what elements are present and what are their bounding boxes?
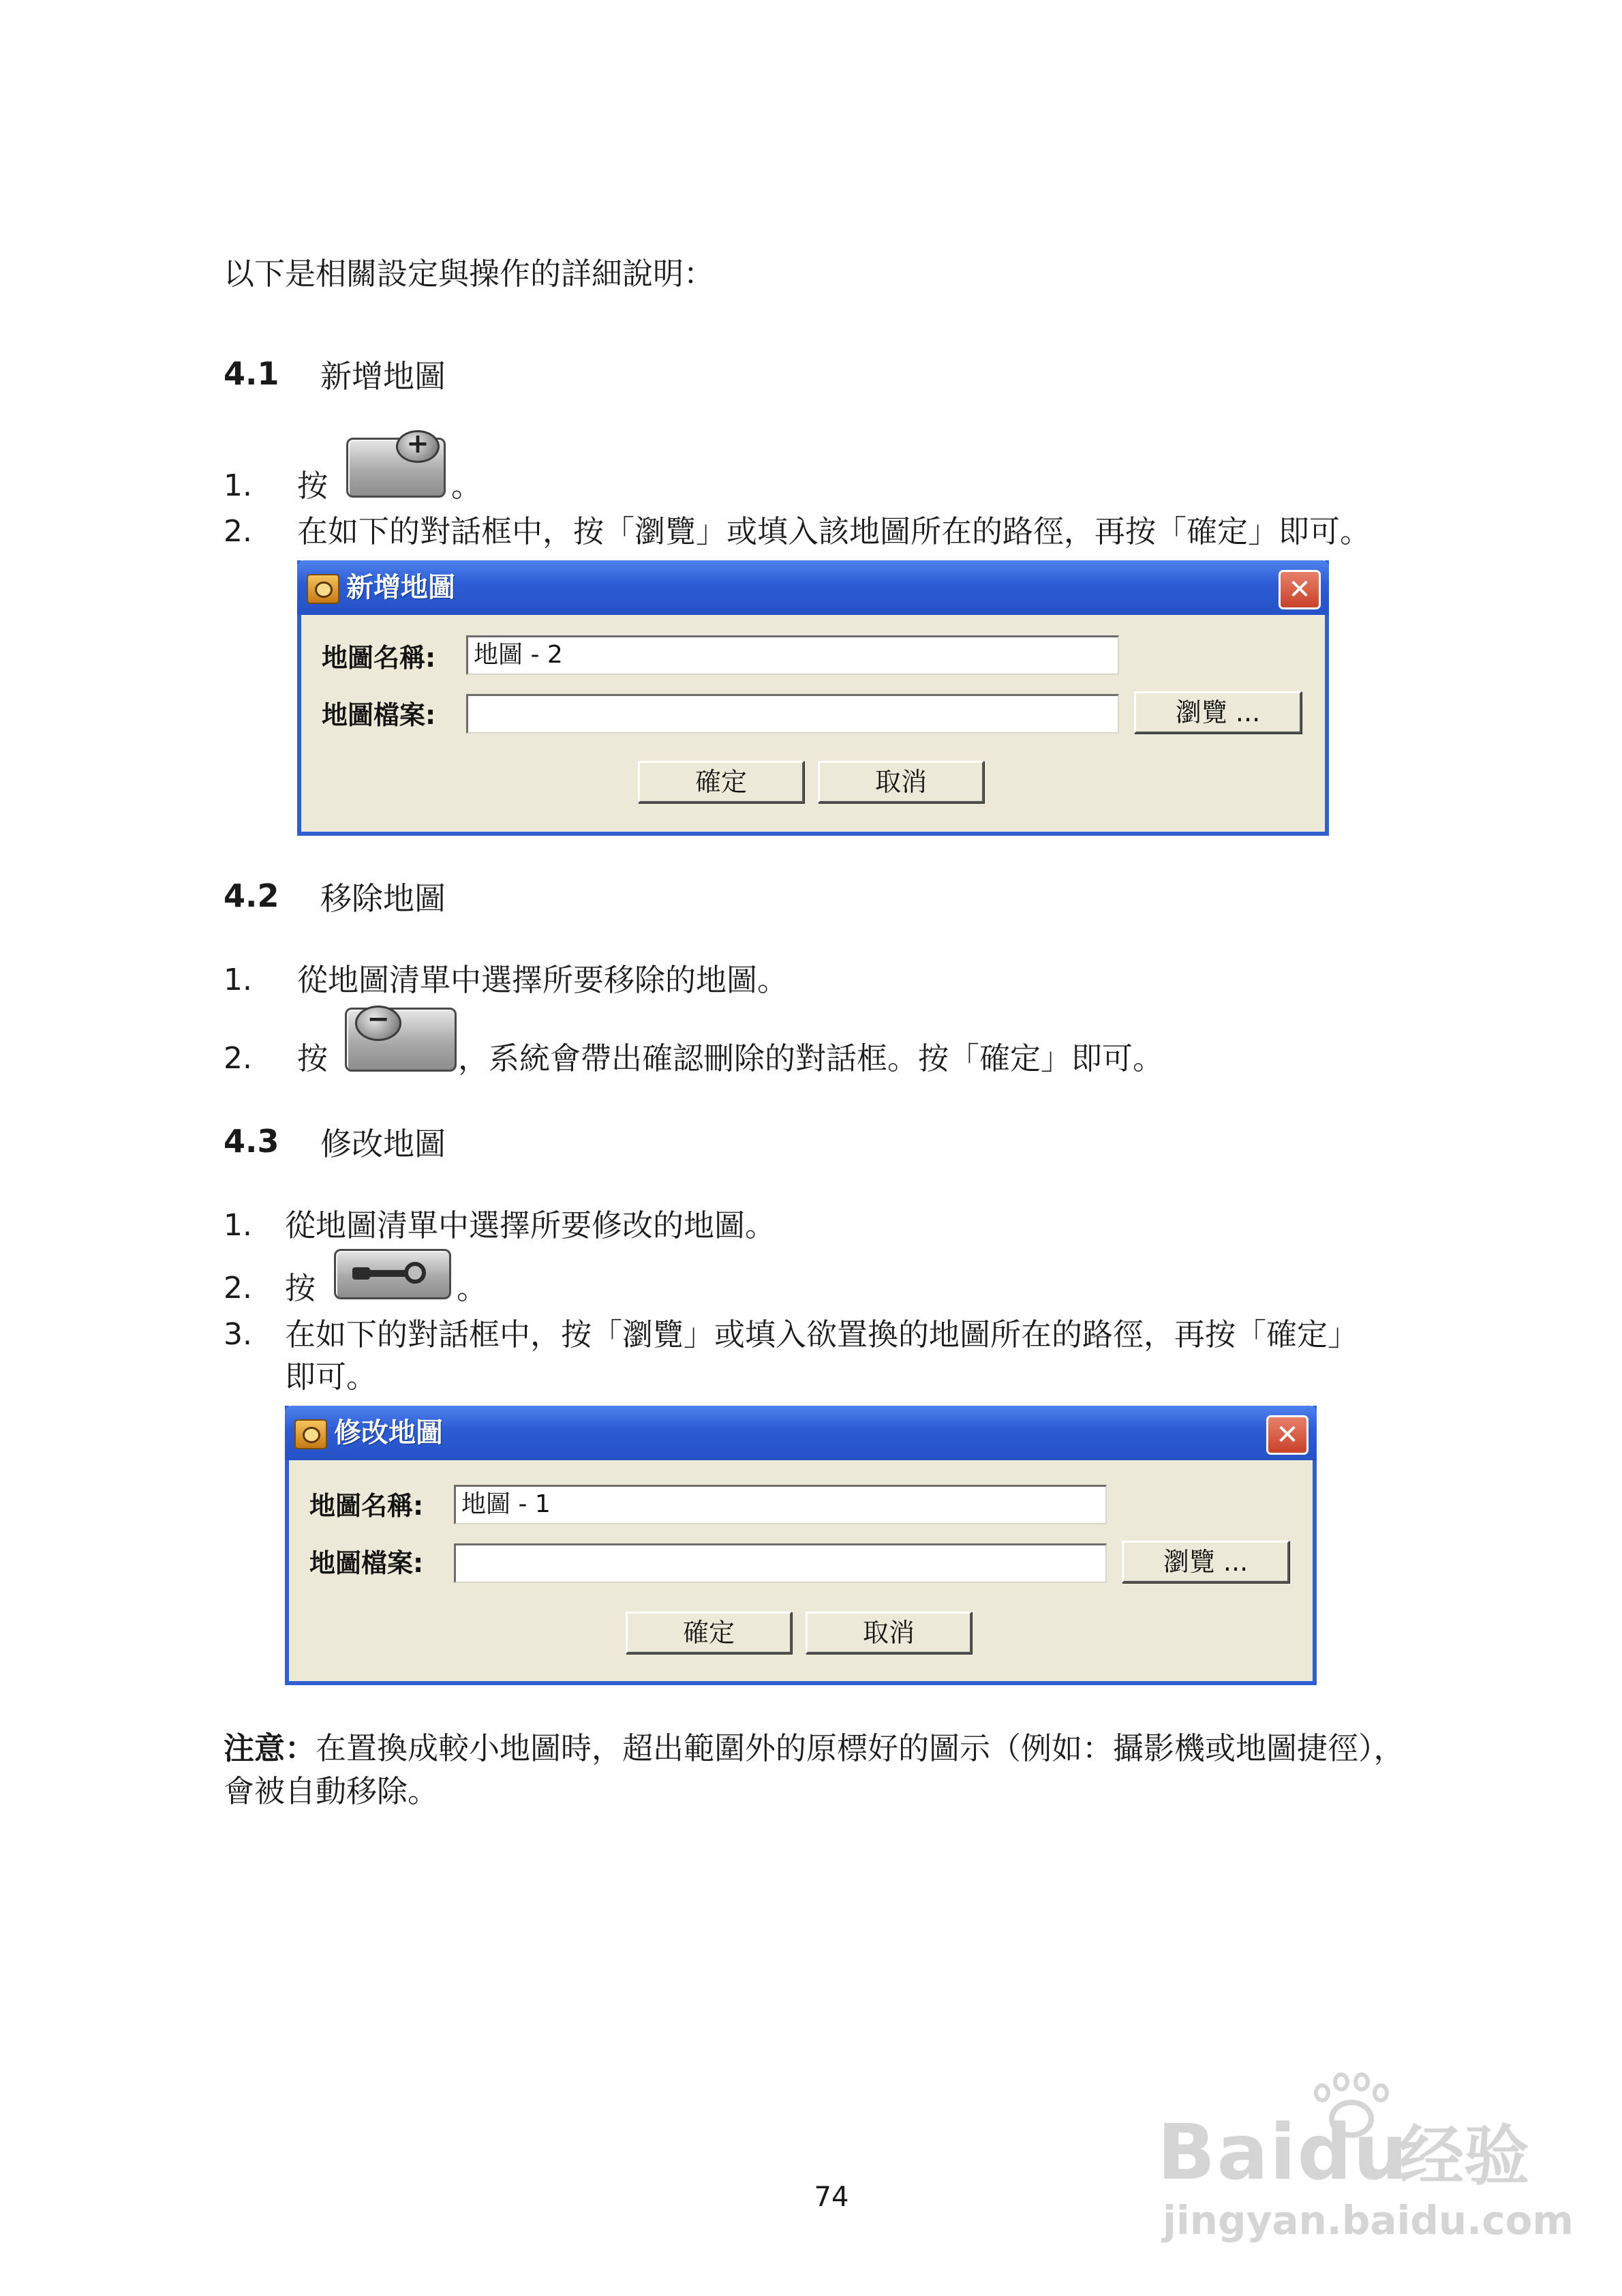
note-label: 注意： <box>224 1730 316 1766</box>
s43-step2-text-after: 。 <box>457 1270 488 1306</box>
section-4-3-title: 修改地圖 <box>320 1126 446 1162</box>
s43-step2-number: 2. <box>224 1271 252 1305</box>
s42-step2-text-after: ，系統會帶出確認刪除的對話框。按「確定」即可。 <box>458 1040 1164 1076</box>
s41-step1-number: 1. <box>224 468 252 503</box>
wrench-icon <box>352 1260 431 1285</box>
dialog-title: 新增地圖 <box>346 572 455 603</box>
map-name-label: 地圖名稱: <box>309 1491 424 1521</box>
page-number: 74 <box>814 2181 849 2213</box>
map-file-label: 地圖檔案: <box>322 700 436 730</box>
map-file-label: 地圖檔案: <box>309 1548 424 1578</box>
cancel-button[interactable]: 取消 <box>818 761 984 803</box>
s41-step2-number: 2. <box>224 514 252 549</box>
minus-icon: − <box>355 1006 401 1041</box>
note-text-1: 在置換成較小地圖時，超出範圍外的原標好的圖示（例如：攝影機或地圖捷徑）， <box>316 1730 1405 1766</box>
browse-button[interactable]: 瀏覽 ... <box>1134 691 1302 734</box>
note-line2: 會被自動移除。 <box>224 1773 439 1809</box>
section-4-2-title: 移除地圖 <box>320 880 446 917</box>
s42-step2-text-before: 按 <box>297 1040 328 1076</box>
s41-step1-text-after: 。 <box>451 468 483 504</box>
map-name-input[interactable]: 地圖 - 2 <box>466 635 1119 675</box>
map-app-icon <box>294 1419 327 1449</box>
map-name-input[interactable]: 地圖 - 1 <box>454 1485 1107 1524</box>
s43-step2-text-before: 按 <box>285 1270 316 1306</box>
map-file-input[interactable] <box>466 694 1119 734</box>
cancel-button[interactable]: 取消 <box>806 1612 972 1654</box>
dialog-title: 修改地圖 <box>334 1417 443 1449</box>
map-file-input[interactable] <box>454 1543 1107 1583</box>
ok-button[interactable]: 確定 <box>638 761 804 803</box>
remove-map-button[interactable] <box>345 1003 457 1072</box>
s43-step3-line2: 即可。 <box>285 1359 378 1395</box>
s42-step1-text: 從地圖清單中選擇所要移除的地圖。 <box>297 962 789 998</box>
section-4-1-number: 4.1 <box>224 355 279 392</box>
section-4-1-title: 新增地圖 <box>320 358 446 395</box>
s42-step2-number: 2. <box>224 1041 252 1076</box>
dialog-title-bar <box>285 1406 1317 1460</box>
browse-button[interactable]: 瀏覽 ... <box>1122 1541 1289 1583</box>
plus-icon: + <box>396 430 440 463</box>
s42-step1-number: 1. <box>224 963 252 997</box>
map-name-label: 地圖名稱: <box>322 643 436 673</box>
s43-step3-number: 3. <box>224 1317 252 1352</box>
add-map-button[interactable] <box>346 428 446 498</box>
dialog-title-bar <box>297 560 1329 615</box>
close-icon[interactable]: ✕ <box>1266 1415 1309 1455</box>
section-4-3-number: 4.3 <box>224 1123 279 1160</box>
s43-step1-number: 1. <box>224 1208 252 1243</box>
modify-map-dialog <box>285 1406 1317 1685</box>
intro-text: 以下是相關設定與操作的詳細說明： <box>224 256 715 292</box>
s43-step3-line1: 在如下的對話框中，按「瀏覽」或填入欲置換的地圖所在的路徑，再按「確定」 <box>285 1316 1359 1353</box>
close-icon[interactable]: ✕ <box>1279 570 1321 609</box>
note-line1 <box>224 1728 1405 1769</box>
watermark-url: jingyan.baidu.com <box>1163 2197 1574 2244</box>
s41-step1-text-before: 按 <box>297 468 328 504</box>
map-app-icon <box>307 574 339 604</box>
watermark-cn: 经验 <box>1398 2118 1529 2194</box>
s43-step1-text: 從地圖清單中選擇所要修改的地圖。 <box>285 1207 776 1243</box>
s41-step2-text: 在如下的對話框中，按「瀏覽」或填入該地圖所在的路徑，再按「確定」即可。 <box>297 513 1371 549</box>
add-map-dialog <box>297 560 1329 836</box>
section-4-2-number: 4.2 <box>224 877 279 914</box>
ok-button[interactable]: 確定 <box>626 1612 792 1654</box>
modify-map-button[interactable] <box>334 1249 451 1299</box>
watermark-brand: Baidu <box>1157 2109 1409 2197</box>
